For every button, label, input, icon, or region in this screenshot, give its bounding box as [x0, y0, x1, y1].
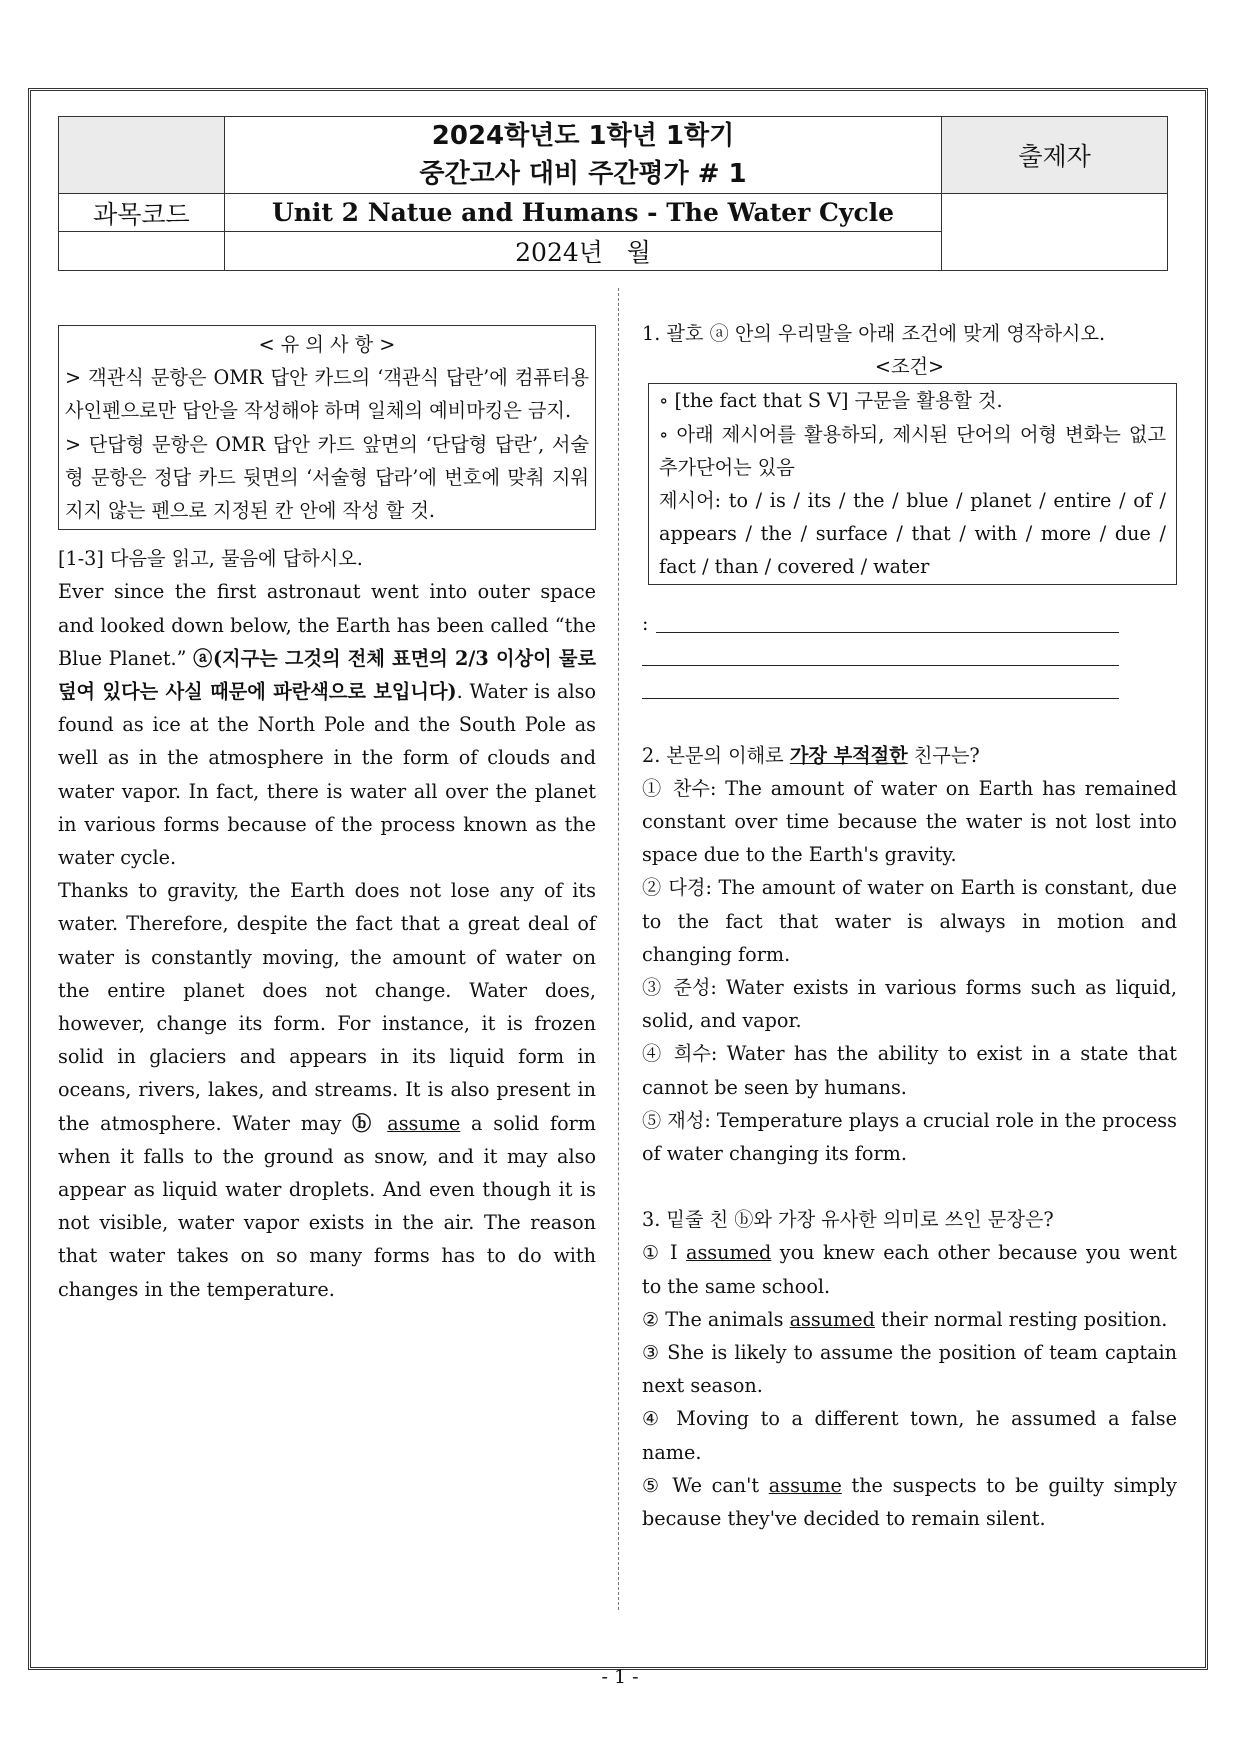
notice-box [58, 325, 596, 530]
q2-emphasis: 가장 부적절한 [789, 743, 908, 767]
question-2-stem [642, 739, 1177, 772]
marker-b: ⓑ [352, 1111, 388, 1135]
exam-date: 2024년 월 [224, 232, 941, 271]
exam-title-line2: 중간고사 대비 주간평가 # 1 [419, 159, 747, 189]
q2-option-4: ④ 희수: Water has the ability to exist in a state that cannot be seen by humans. [642, 1042, 1177, 1099]
notice-item-1: > 객관식 문항은 OMR 답안 카드의 ‘객관식 답란’에 컴퓨터용 사인펜으로만 답안을 작성해야 하며 일체의 예비마킹은 금지. [65, 366, 589, 423]
author-label: 출제자 [942, 117, 1168, 194]
underlined-word-assume: assume [387, 1111, 461, 1135]
underlined-word: assumed [686, 1241, 772, 1265]
option-text: you knew each other because you went to the same school. [642, 1241, 1177, 1298]
option-text: the suspects to be guilty simply because they've decided to remain silent. [642, 1473, 1177, 1531]
author-field [942, 194, 1168, 271]
notice-title: < 유 의 사 항 > [258, 333, 396, 356]
passage-text: a solid form when it falls to the ground as snow, and it may also appear as liquid water droplets. And even though it is not visible, water vapor exists in the air. The reason that water takes on so many forms has to do with changes in the temperature. [58, 1111, 596, 1301]
conditions-box [648, 383, 1177, 584]
option-text: their normal resting position. [874, 1307, 1168, 1331]
notice-item-2: > 단답형 문항은 OMR 답안 카드 앞면의 ‘단답형 답란’, 서술형 문항은 정답 카드 뒷면의 ‘서술형 답라’에 번호에 맞춰 지워지지 않는 펜으로 지정된 칸 안에 작성 할 것. [65, 432, 589, 523]
subject-code-label: 과목코드 [59, 194, 225, 232]
passage-instruction: [1-3] 다음을 읽고, 물음에 답하시오. [58, 547, 363, 571]
condition-1: ∘ [the fact that S V] 구문을 활용할 것. [659, 389, 1003, 413]
exam-title-line1: 2024학년도 1학년 1학기 [431, 121, 735, 151]
column-divider [618, 288, 619, 1610]
q3-option-4: ④ Moving to a different town, he assumed a false name. [642, 1407, 1177, 1464]
passage-text: Thanks to gravity, the Earth does not lose any of its water. Therefore, despite the fact that a great deal of water is constantly moving, the amount of water on the entire planet does not change. Water does, however, change its form. For instance, it is frozen solid in glaciers and appears in its liquid form in oceans, rivers, lakes, and streams. It is also present in the atmosphere. Water may [58, 879, 596, 1135]
header-blank-cell [59, 117, 225, 194]
given-words: 제시어: to / is / its / the / blue / planet / entire / of / appears / the / surface / that / with / more / due / fact / than / covered / water [659, 489, 1166, 579]
exam-title-cell [224, 117, 941, 194]
right-column [642, 317, 1177, 1535]
left-column [58, 325, 596, 1306]
passage-text: . Water is also found as ice at the North Pole and the South Pole as well as in the atmosphere in the form of clouds and water vapor. In fact, there is water all over the planet in various forms because of the process known as the water cycle. [58, 680, 596, 870]
unit-title: Unit 2 Natue and Humans - The Water Cycle [224, 194, 941, 232]
passage-text: Ever since the first astronaut went into outer space and looked down below, the Earth has been called “the Blue Planet.” [58, 580, 596, 670]
answer-line-3[interactable] [642, 673, 1177, 706]
answer-line-1[interactable] [642, 607, 1177, 640]
q2-option-3: ③ 준성: Water exists in various forms such as liquid, solid, and vapor. [642, 976, 1177, 1033]
condition-2: ∘ 아래 제시어를 활용하되, 제시된 단어의 어형 변화는 없고 추가단어는 있음 [659, 422, 1166, 479]
page-number: - 1 - [601, 1666, 639, 1688]
passage-paragraph-1 [58, 575, 596, 874]
q3-option-5 [642, 1469, 1177, 1535]
question-3-stem: 3. 밑줄 친 ⓑ와 가장 유사한 의미로 쓰인 문장은? [642, 1208, 1054, 1232]
exam-header-table [58, 116, 1168, 271]
underlined-word: assumed [789, 1307, 875, 1331]
q2-option-1: ① 찬수: The amount of water on Earth has remained constant over time because the water is not lost into space due to the Earth's gravity. [642, 776, 1177, 867]
underlined-word: assume [768, 1473, 842, 1497]
q3-option-2 [642, 1303, 1177, 1336]
option-text: ② The animals [642, 1307, 790, 1331]
option-text: ① I [642, 1241, 687, 1265]
q2-stem-text: 친구는? [907, 743, 980, 767]
answer-line-2[interactable] [642, 640, 1177, 673]
q2-option-2: ② 다경: The amount of water on Earth is constant, due to the fact that water is always in motion and changing form. [642, 876, 1177, 966]
korean-prompt-a: ⓐ(지구는 그것의 전체 표면의 2/3 이상이 물로 덮여 있다는 사실 때문에 파란색으로 보입니다) [58, 646, 596, 704]
conditions-title: <조건> [874, 355, 945, 379]
q2-option-5: ⑤ 재성: Temperature plays a crucial role in the process of water changing its form. [642, 1108, 1177, 1166]
answer-colon: : [642, 611, 649, 635]
passage-paragraph-2 [58, 874, 596, 1306]
q3-option-3: ③ She is likely to assume the position of team captain next season. [642, 1341, 1177, 1398]
question-1-stem: 1. 괄호 ⓐ 안의 우리말을 아래 조건에 맞게 영작하시오. [642, 322, 1106, 345]
header-blank-cell-2 [59, 232, 225, 271]
q2-stem-text: 2. 본문의 이해로 [642, 743, 790, 767]
q3-option-1 [642, 1236, 1177, 1302]
option-text: ⑤ We can't [642, 1473, 769, 1497]
